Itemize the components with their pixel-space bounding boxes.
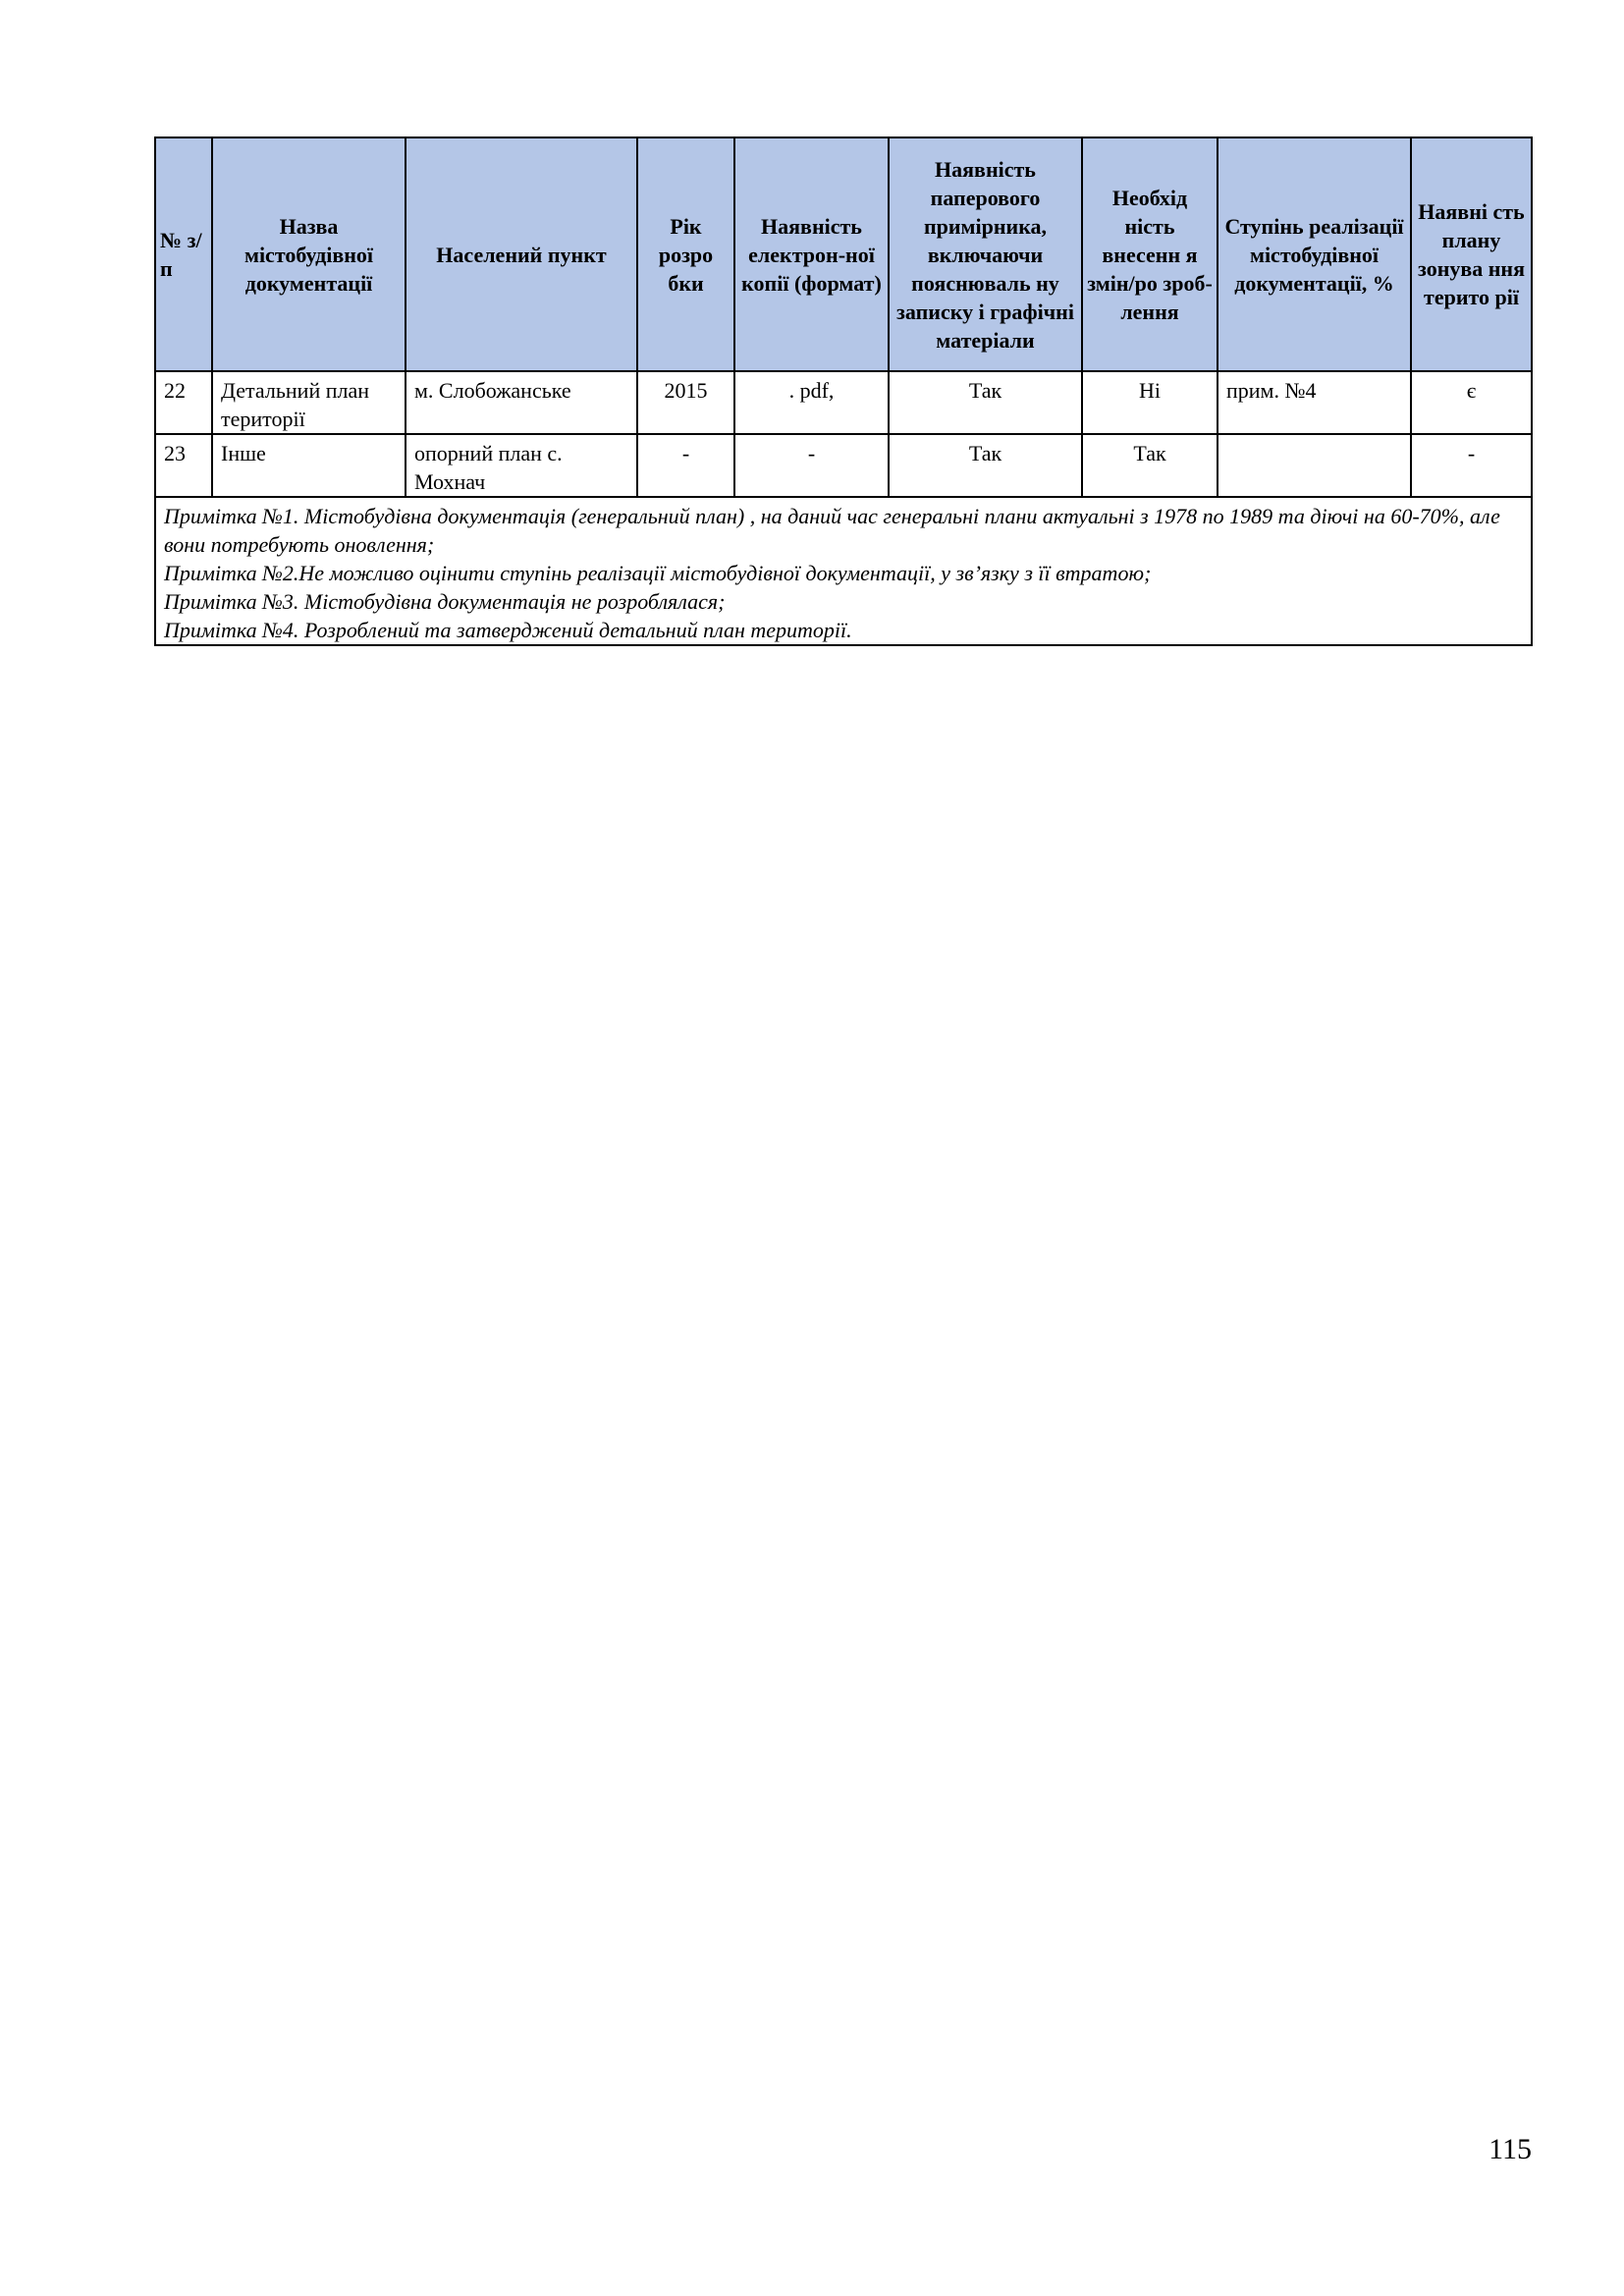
table-row — [155, 371, 1532, 434]
header-changes-needed: Необхід ність внесенн я змін/ро зроб-лення — [1082, 137, 1218, 371]
note-1: Примітка №1. Містобудівна документація (генеральний план) , на даний час генеральні плани актуальні з 1978 по 1989 та діючі на 60-70%, але вони потребують оновлення; — [164, 504, 1506, 557]
cell-paper-copy: Так — [889, 434, 1082, 497]
notes-cell — [155, 497, 1532, 645]
cell-implementation-degree: прим. №4 — [1218, 371, 1411, 434]
header-implementation-degree: Ступінь реалізації містобудівної документації, % — [1218, 137, 1411, 371]
header-year: Рік розро бки — [637, 137, 734, 371]
cell-number: 23 — [155, 434, 212, 497]
cell-zoning-plan: є — [1411, 371, 1532, 434]
cell-year: - — [637, 434, 734, 497]
note-2: Примітка №2.Не можливо оцінити ступінь реалізації містобудівної документації, у зв’язку з її втратою; — [164, 561, 1152, 585]
cell-settlement: м. Слобожанське — [406, 371, 637, 434]
header-settlement: Населений пункт — [406, 137, 637, 371]
cell-electronic-copy: - — [734, 434, 889, 497]
header-document-name: Назва містобудівної документації — [212, 137, 406, 371]
notes-row — [155, 497, 1532, 645]
header-paper-copy: Наявність паперового примірника, включаючи пояснюваль ну записку і графічні матеріали — [889, 137, 1082, 371]
cell-document-name: Детальний план території — [212, 371, 406, 434]
cell-zoning-plan: - — [1411, 434, 1532, 497]
cell-paper-copy: Так — [889, 371, 1082, 434]
note-3: Примітка №3. Містобудівна документація не розроблялася; — [164, 589, 726, 614]
cell-number: 22 — [155, 371, 212, 434]
cell-settlement: опорний план с. Мохнач — [406, 434, 637, 497]
cell-electronic-copy: . pdf, — [734, 371, 889, 434]
cell-year: 2015 — [637, 371, 734, 434]
cell-changes-needed: Так — [1082, 434, 1218, 497]
cell-implementation-degree — [1218, 434, 1411, 497]
header-number: № з/п — [155, 137, 212, 371]
urban-planning-documentation-table — [154, 137, 1533, 646]
header-electronic-copy: Наявність електрон-ної копії (формат) — [734, 137, 889, 371]
page-number: 115 — [1489, 2133, 1532, 2165]
table-header — [155, 137, 1532, 371]
header-row — [155, 137, 1532, 371]
cell-document-name: Інше — [212, 434, 406, 497]
header-zoning-plan: Наявні сть плану зонува ння терито рії — [1411, 137, 1532, 371]
table-body — [155, 371, 1532, 645]
table-row — [155, 434, 1532, 497]
cell-changes-needed: Ні — [1082, 371, 1218, 434]
note-4: Примітка №4. Розроблений та затверджений детальний план території. — [164, 618, 852, 642]
